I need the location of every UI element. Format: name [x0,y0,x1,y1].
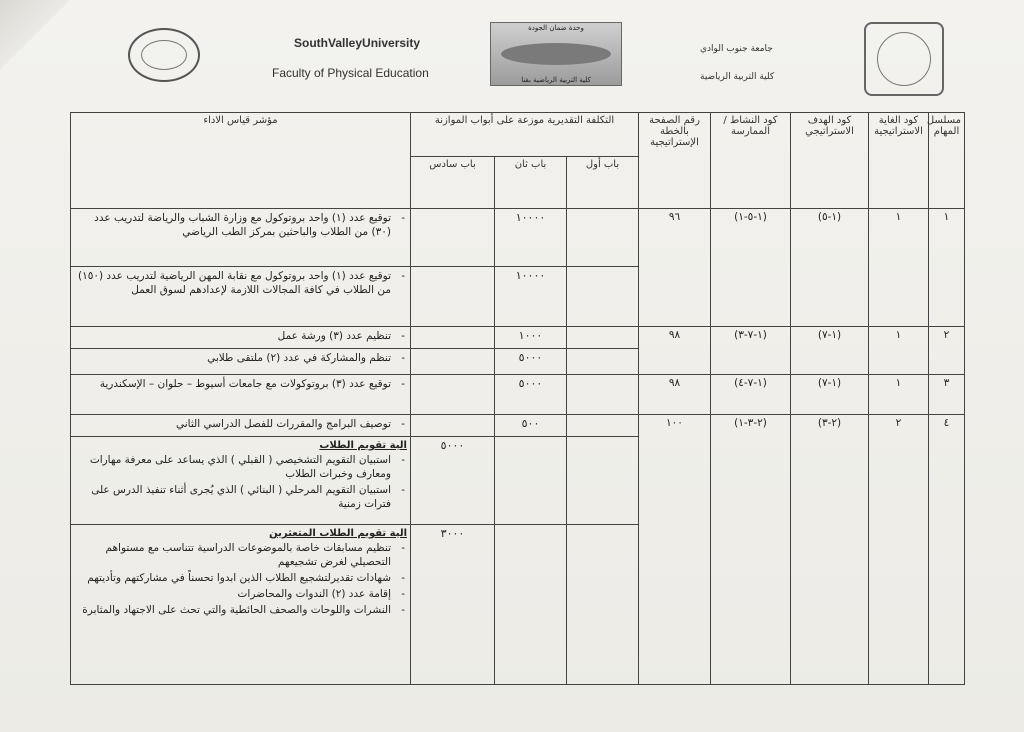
cell-b6: ٥٠٠٠ [411,437,495,525]
faculty-name-en: Faculty of Physical Education [272,66,429,80]
cell-b2 [495,437,567,525]
indicator-item: - استبيان التقويم التشخيصي ( القبلي ) الذي يساعد على معرفة مهارات ومعارف وخبرات الطلاب [74,453,393,481]
header-b6: باب سادس [411,157,495,209]
cell-activity: (١-٥-١) [711,209,791,327]
cell-b1 [567,415,639,437]
center-logo-top-text: وحدة ضمان الجودة [528,24,584,32]
cell-b2: ١٠٠٠٠ [495,209,567,267]
cell-indicator [71,327,411,349]
cell-objective: (٢-٣) [791,415,869,685]
header-goal: كود الغاية الاستراتيجية [869,113,929,209]
page-fold-shadow [0,0,70,70]
cell-goal: ١ [869,209,929,327]
cell-indicator [71,437,411,525]
cell-goal: ١ [869,327,929,375]
cell-page: ٩٨ [639,327,711,375]
center-logo-ribbon [501,43,611,65]
cell-b1 [567,375,639,415]
cell-b1 [567,525,639,685]
university-logo-left [128,28,200,82]
cell-b6 [411,349,495,375]
strategic-plan-table [70,112,965,685]
cell-b2: ١٠٠٠٠ [495,267,567,327]
cell-objective: (١-٧) [791,327,869,375]
cell-b6: ٣٠٠٠ [411,525,495,685]
table-row [71,209,965,267]
cell-b6 [411,415,495,437]
cell-b2: ١٠٠٠ [495,327,567,349]
cell-b2: ٥٠٠ [495,415,567,437]
indicator-item: - استبيان التقويم المرحلي ( البنائي ) الذي يُجرى أثناء تنفيذ الدرس على فترات زمنية [74,483,393,511]
cell-b6 [411,375,495,415]
header-indicator: مؤشر قياس الاداء [71,113,411,209]
table-row [71,375,965,415]
table-row [71,327,965,349]
cell-indicator [71,415,411,437]
cell-b6 [411,267,495,327]
cell-b1 [567,327,639,349]
indicator-item: - إقامة عدد (٢) الندوات والمحاضرات [74,587,393,601]
cell-indicator [71,375,411,415]
cell-b2 [495,525,567,685]
cell-indicator [71,349,411,375]
indicator-item: - النشرات واللوحات والصحف الحائطية والتي تحث على الاجتهاد والمثابرة [74,603,393,617]
faculty-name-ar: كلية التربية الرياضية [700,72,775,82]
indicator-item: - تنظم والمشاركة في عدد (٢) ملتقى طلابي [74,351,393,365]
cell-b6 [411,327,495,349]
cell-activity: (١-٧-٤) [711,375,791,415]
cell-goal: ٢ [869,415,929,685]
cell-page: ٩٨ [639,375,711,415]
cell-b2: ٥٠٠٠ [495,375,567,415]
indicator-item: - توقيع عدد (٣) بروتوكولات مع جامعات أسيوط – حلوان – الإسكندرية [74,377,393,391]
center-logo-bottom-text: كلية التربية الرياضية بقنا [521,76,591,84]
header-b1: باب أول [567,157,639,209]
cell-indicator [71,525,411,685]
cell-b6 [411,209,495,267]
cell-num: ٢ [929,327,965,375]
cell-b1 [567,437,639,525]
header-b2: باب ثان [495,157,567,209]
group-heading: الية تقويم الطلاب المتعثرين [269,528,407,539]
header-budget: التكلفة التقديرية موزعة على أبواب الموازنة [411,113,639,157]
header-activity: كود النشاط / الممارسة [711,113,791,209]
cell-page: ٩٦ [639,209,711,327]
cell-indicator [71,267,411,327]
cell-objective: (١-٧) [791,375,869,415]
cell-indicator [71,209,411,267]
group-heading: الية تقويم الطلاب [319,440,407,451]
cell-num: ٣ [929,375,965,415]
quality-unit-logo [490,22,622,86]
indicator-item: - تنظيم عدد (٣) ورشة عمل [74,329,393,343]
university-name-ar: جامعة جنوب الوادي [700,44,773,54]
cell-goal: ١ [869,375,929,415]
cell-activity: (١-٧-٣) [711,327,791,375]
indicator-item: - توقيع عدد (١) واحد بروتوكول مع نقابة المهن الرياضية لتدريب عدد (١٥٠) من الطلاب في كافة المجالات اللازمة لإعدادهم لسوق العمل [74,269,393,297]
header-objective: كود الهدف الاستراتيجي [791,113,869,209]
indicator-item: - توقيع عدد (١) واحد بروتوكول مع وزارة الشباب والرياضة لتدريب عدد (٣٠) من الطلاب والباحثين بمركز الطب الرياضي [74,211,393,239]
header-page: رقم الصفحة بالخطة الإستراتيجية [639,113,711,209]
cell-b1 [567,209,639,267]
faculty-logo-right [864,22,944,96]
university-name-en: SouthValleyUniversity [294,36,421,50]
cell-page: ١٠٠ [639,415,711,685]
indicator-item: - توصيف البرامج والمقررات للفصل الدراسي الثاني [74,417,393,431]
indicator-item: - تنظيم مسابقات خاصة بالموضوعات الدراسية تتناسب مع مستواهم التحصيلي لغرض تشجيعهم [74,541,393,569]
cell-activity: (٢-٣-١) [711,415,791,685]
cell-b1 [567,349,639,375]
cell-num: ١ [929,209,965,327]
table-row [71,415,965,437]
indicator-item: - شهادات تقديرلتشجيع الطلاب الذين ابدوا تحسناً في مشاركتهم وتأديتهم [74,571,393,585]
cell-num: ٤ [929,415,965,685]
cell-b2: ٥٠٠٠ [495,349,567,375]
cell-objective: (١-٥) [791,209,869,327]
cell-b1 [567,267,639,327]
header-num: مسلسل المهام [929,113,965,209]
